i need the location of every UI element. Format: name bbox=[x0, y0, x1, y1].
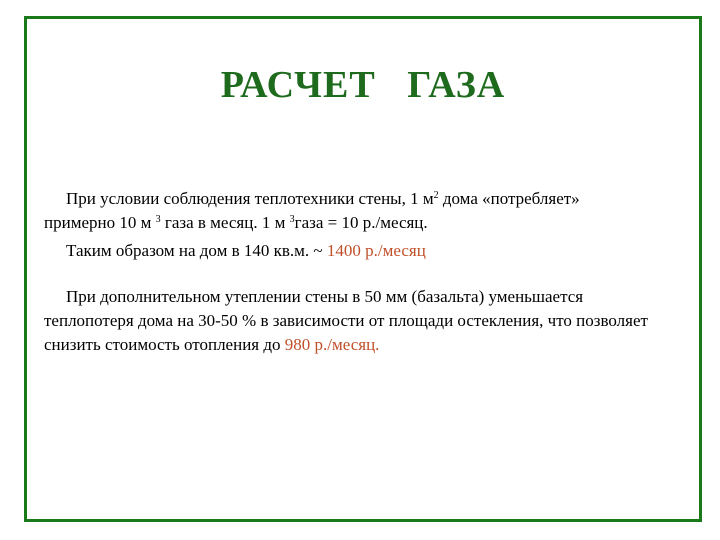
paragraph-1-text-b: дома «потребляет» примерно 10 м bbox=[44, 189, 580, 232]
paragraph-house-total bbox=[44, 239, 654, 263]
superscript-cubic-2: 3 bbox=[289, 214, 295, 225]
slide-body bbox=[44, 187, 654, 357]
paragraph-2-text: Таким образом на дом в 140 кв.м. ~ bbox=[66, 241, 327, 260]
paragraph-3-text: При дополнительном утеплении стены в 50 мм (базальта) уменьшается теплопотеря дома на 30-50 % в зависимости от площади остекления, что позволяет снизить стоимость отопления до bbox=[44, 287, 648, 354]
paragraph-gas-consumption bbox=[44, 187, 654, 235]
paragraph-1-text-a: При условии соблюдения теплотехники стены, 1 м bbox=[66, 189, 434, 208]
paragraph-1-text-d: газа = 10 р./месяц. bbox=[294, 213, 428, 232]
slide-frame bbox=[24, 16, 702, 522]
superscript-cubic: 3 bbox=[155, 214, 161, 225]
superscript-square: 2 bbox=[433, 190, 439, 201]
monthly-cost-highlight: 1400 р./месяц bbox=[326, 241, 426, 260]
slide-title: РАСЧЕТ ГАЗА bbox=[220, 64, 506, 106]
paragraph-insulation-savings bbox=[44, 285, 654, 357]
reduced-cost-highlight: 980 р./месяц. bbox=[284, 335, 380, 354]
paragraph-1-text-c: газа в месяц. 1 м bbox=[160, 213, 290, 232]
